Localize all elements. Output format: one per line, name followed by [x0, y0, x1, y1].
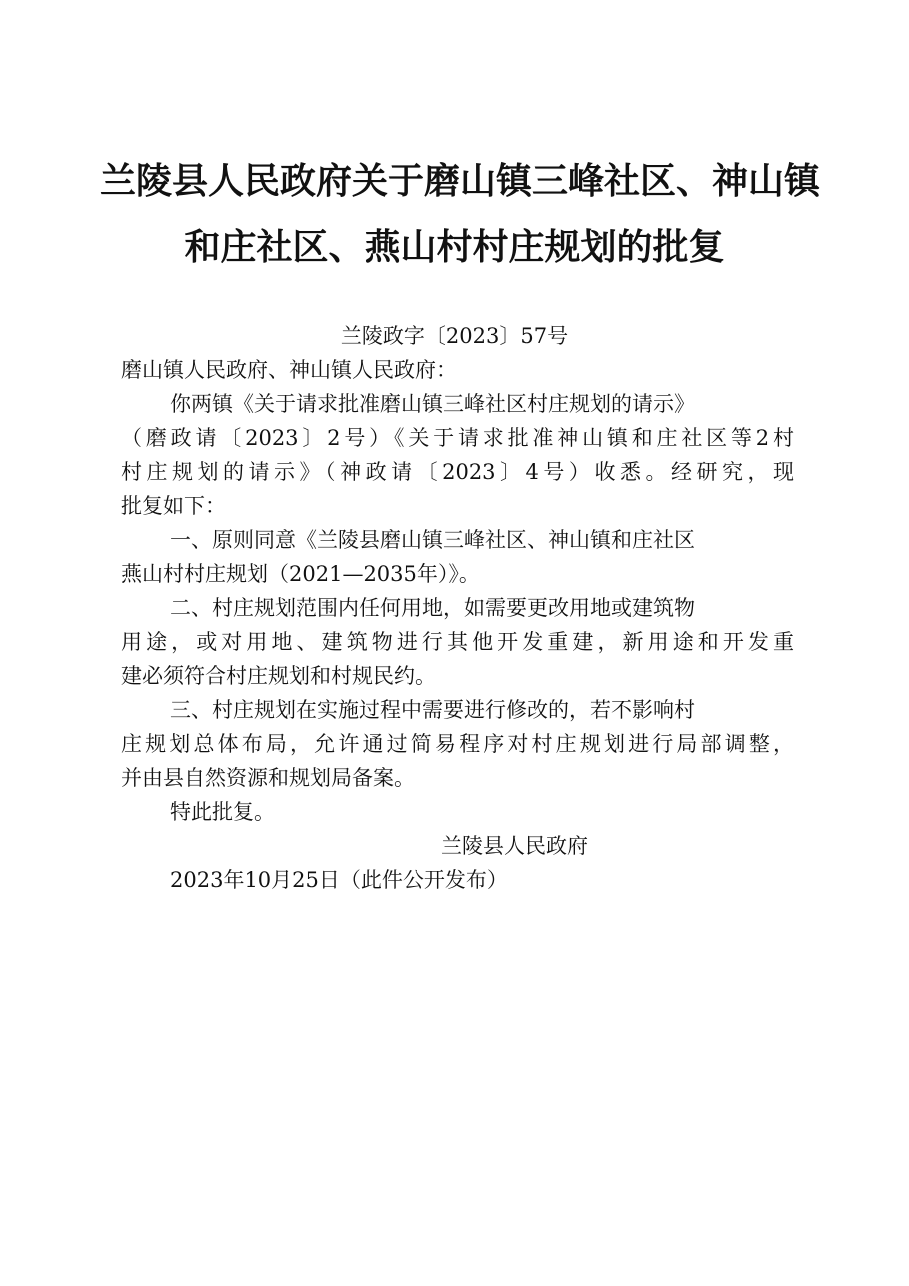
body-line: 批复如下：	[121, 494, 226, 518]
body-line: 村庄规划的请示》（神政请〔2023〕4号）收悉。经研究，现	[121, 460, 794, 484]
closing-line: 特此批复。	[170, 800, 275, 824]
body-line: 一、原则同意《兰陵县磨山镇三峰社区、神山镇和庄社区	[170, 528, 695, 552]
document-date: 2023年10月25日（此件公开发布）	[170, 868, 508, 892]
body-line: 庄规划总体布局，允许通过简易程序对村庄规划进行局部调整，	[121, 732, 794, 756]
body-line: 用途，或对用地、建筑物进行其他开发重建，新用途和开发重	[121, 630, 794, 654]
addressee: 磨山镇人民政府、神山镇人民政府：	[121, 358, 457, 382]
document-title-line-2: 和庄社区、燕山村村庄规划的批复	[184, 227, 725, 268]
body-line: 并由县自然资源和规划局备案。	[121, 766, 415, 790]
body-line: （磨政请〔2023〕2号）《关于请求批准神山镇和庄社区等2村	[121, 426, 794, 450]
body-line: 燕山村村庄规划（2021—2035年）》。	[121, 562, 480, 586]
document-number: 兰陵政字〔2023〕57号	[340, 324, 569, 348]
body-line: 你两镇《关于请求批准磨山镇三峰社区村庄规划的请示》	[170, 392, 695, 416]
body-line: 二、村庄规划范围内任何用地，如需要更改用地或建筑物	[170, 596, 695, 620]
document-title-line-1: 兰陵县人民政府关于磨山镇三峰社区、神山镇	[100, 161, 821, 202]
body-line: 建必须符合村庄规划和村规民约。	[121, 664, 436, 688]
body-line: 三、村庄规划在实施过程中需要进行修改的，若不影响村	[170, 698, 695, 722]
signature: 兰陵县人民政府	[441, 834, 588, 858]
